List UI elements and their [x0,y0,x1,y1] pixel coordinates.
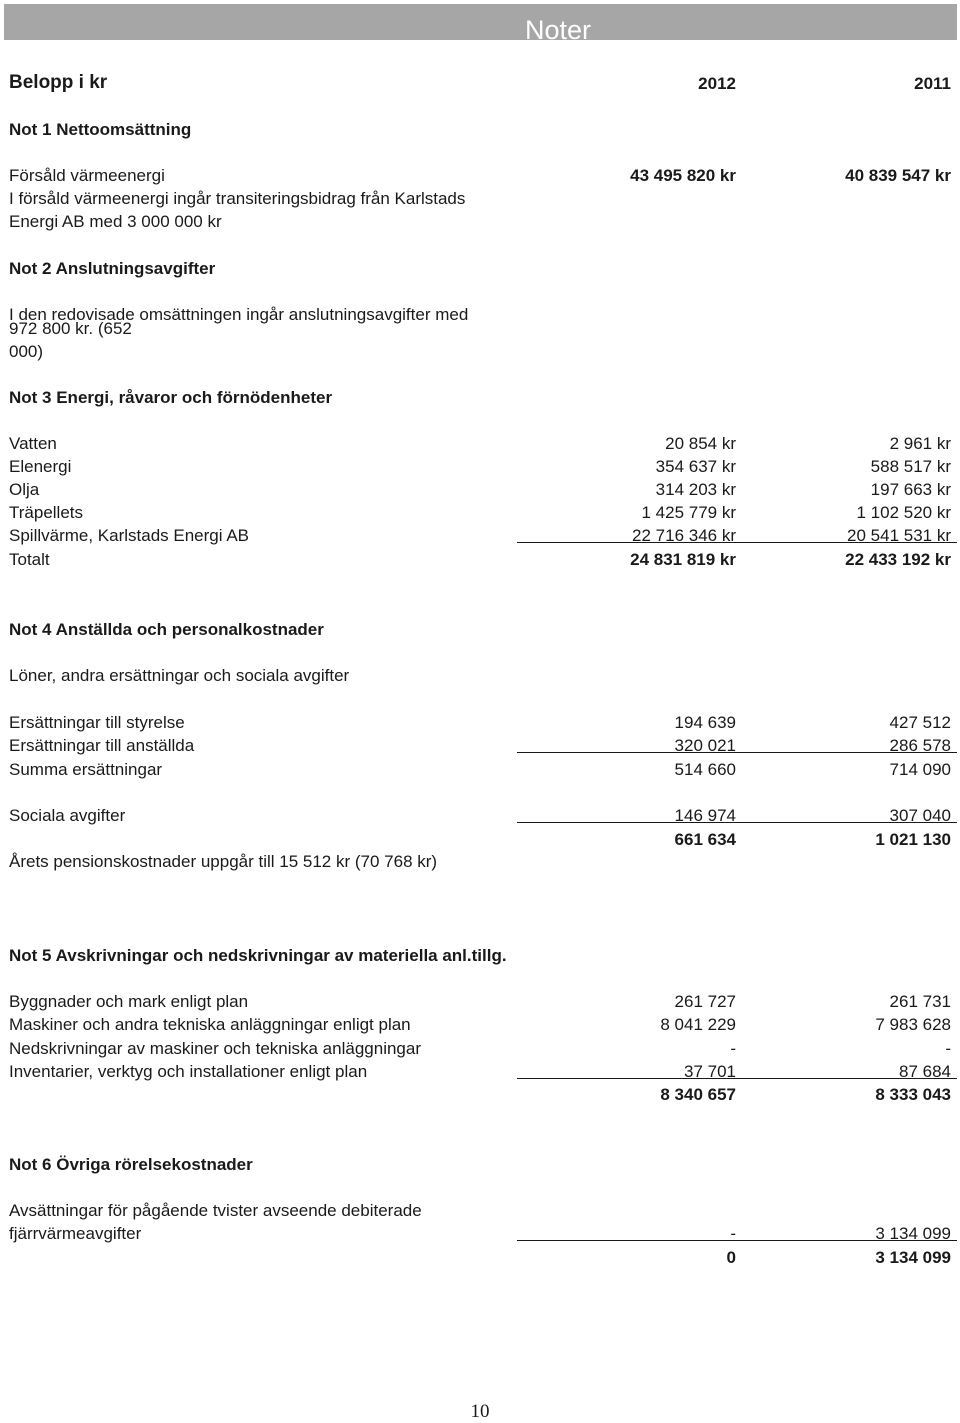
note4-row-value-2012: 514 660 [674,760,736,779]
note2-text: 972 800 kr. (652 [9,319,132,338]
note5-row-value-2011: - [945,1039,951,1058]
note5-total-2012: 8 340 657 [660,1085,736,1104]
note4-social-2011: 307 040 [889,806,951,825]
note3-total-2011: 22 433 192 kr [845,550,951,569]
note1-heading: Not 1 Nettoomsättning [9,120,192,139]
note5-row-value-2012: - [730,1039,736,1058]
note3-row-value-2012: 22 716 346 kr [632,526,736,545]
note5-heading: Not 5 Avskrivningar och nedskrivningar av materiella anl.tillg. [9,946,507,965]
note1-row-label: Försåld värmeenergi [9,166,165,185]
note3-row-label: Vatten [9,434,57,453]
note4-row-label: Ersättningar till anställda [9,736,195,755]
note3-row-value-2011: 2 961 kr [889,434,951,453]
note3-row-label: Olja [9,480,40,499]
note3-total-label: Totalt [9,550,50,569]
note4-row-value-2012: 320 021 [674,736,736,755]
note6-row-label: fjärrvärmeavgifter [9,1224,142,1243]
note3-heading: Not 3 Energi, råvaror och förnödenheter [9,388,333,407]
sum-rule [517,822,957,823]
note5-row-label: Nedskrivningar av maskiner och tekniska anläggningar [9,1039,421,1058]
note4-subheading: Löner, andra ersättningar och sociala avgifter [9,666,350,685]
note1-text: I försåld värmeenergi ingår transiteringsbidrag från Karlstads [9,189,466,208]
note6-value-2011: 3 134 099 [875,1224,951,1243]
note4-total-2011: 1 021 130 [875,830,951,849]
column-year-2012: 2012 [698,74,736,93]
note5-row-label: Inventarier, verktyg och installationer enligt plan [9,1062,368,1081]
note3-row-label: Träpellets [9,503,84,522]
note2-text: 000) [9,342,44,361]
note3-row-value-2011: 197 663 kr [870,480,951,499]
note1-value-2011: 40 839 547 kr [845,166,951,185]
note4-row-label: Summa ersättningar [9,760,163,779]
note4-row-value-2011: 286 578 [889,736,951,755]
sum-rule [517,542,957,543]
note2-text: I den redovisade omsättningen ingår anslutningsavgifter med [9,305,469,324]
header-banner [4,4,957,40]
sum-rule [517,752,957,753]
note3-row-value-2012: 354 637 kr [655,457,736,476]
note5-row-value-2011: 7 983 628 [875,1015,951,1034]
column-year-2011: 2011 [914,74,951,93]
note1-value-2012: 43 495 820 kr [630,166,736,185]
note5-row-value-2012: 37 701 [684,1062,736,1081]
note2-heading: Not 2 Anslutningsavgifter [9,259,216,278]
note5-row-value-2011: 261 731 [889,992,951,1011]
note3-row-label: Elenergi [9,457,72,476]
note3-row-value-2011: 1 102 520 kr [856,503,951,522]
note5-row-label: Maskiner och andra tekniska anläggningar enligt plan [9,1015,411,1034]
note4-social-2012: 146 974 [674,806,736,825]
note4-total-2012: 661 634 [674,830,736,849]
note1-text: Energi AB med 3 000 000 kr [9,212,222,231]
note3-total-2012: 24 831 819 kr [630,550,736,569]
note5-row-value-2012: 8 041 229 [660,1015,736,1034]
note5-row-label: Byggnader och mark enligt plan [9,992,249,1011]
note3-row-value-2012: 1 425 779 kr [641,503,736,522]
note4-pension-text: Årets pensionskostnader uppgår till 15 512 kr (70 768 kr) [9,852,438,871]
note6-total-2011: 3 134 099 [875,1248,951,1267]
note6-heading: Not 6 Övriga rörelsekostnader [9,1155,253,1174]
note6-text: Avsättningar för pågående tvister avseende debiterade [9,1201,422,1220]
note5-row-value-2012: 261 727 [674,992,736,1011]
page-title: Noter [525,15,592,45]
note5-row-value-2011: 87 684 [899,1062,951,1081]
note3-row-value-2012: 20 854 kr [665,434,736,453]
note4-row-value-2011: 714 090 [889,760,951,779]
note3-row-label: Spillvärme, Karlstads Energi AB [9,526,249,545]
note3-row-value-2011: 588 517 kr [870,457,951,476]
note4-social-label: Sociala avgifter [9,806,126,825]
note5-total-2011: 8 333 043 [875,1085,951,1104]
page-number: 10 [470,1401,490,1422]
note3-row-value-2011: 20 541 531 kr [847,526,951,545]
note4-row-value-2012: 194 639 [674,713,736,732]
sum-rule [517,1078,957,1079]
note3-row-value-2012: 314 203 kr [655,480,736,499]
note6-total-2012: 0 [726,1248,736,1267]
amount-label: Belopp i kr [9,72,108,93]
note6-value-2012: - [730,1224,736,1243]
note4-heading: Not 4 Anställda och personalkostnader [9,620,324,639]
sum-rule [517,1240,957,1241]
note4-row-value-2011: 427 512 [889,713,951,732]
note4-row-label: Ersättningar till styrelse [9,713,185,732]
